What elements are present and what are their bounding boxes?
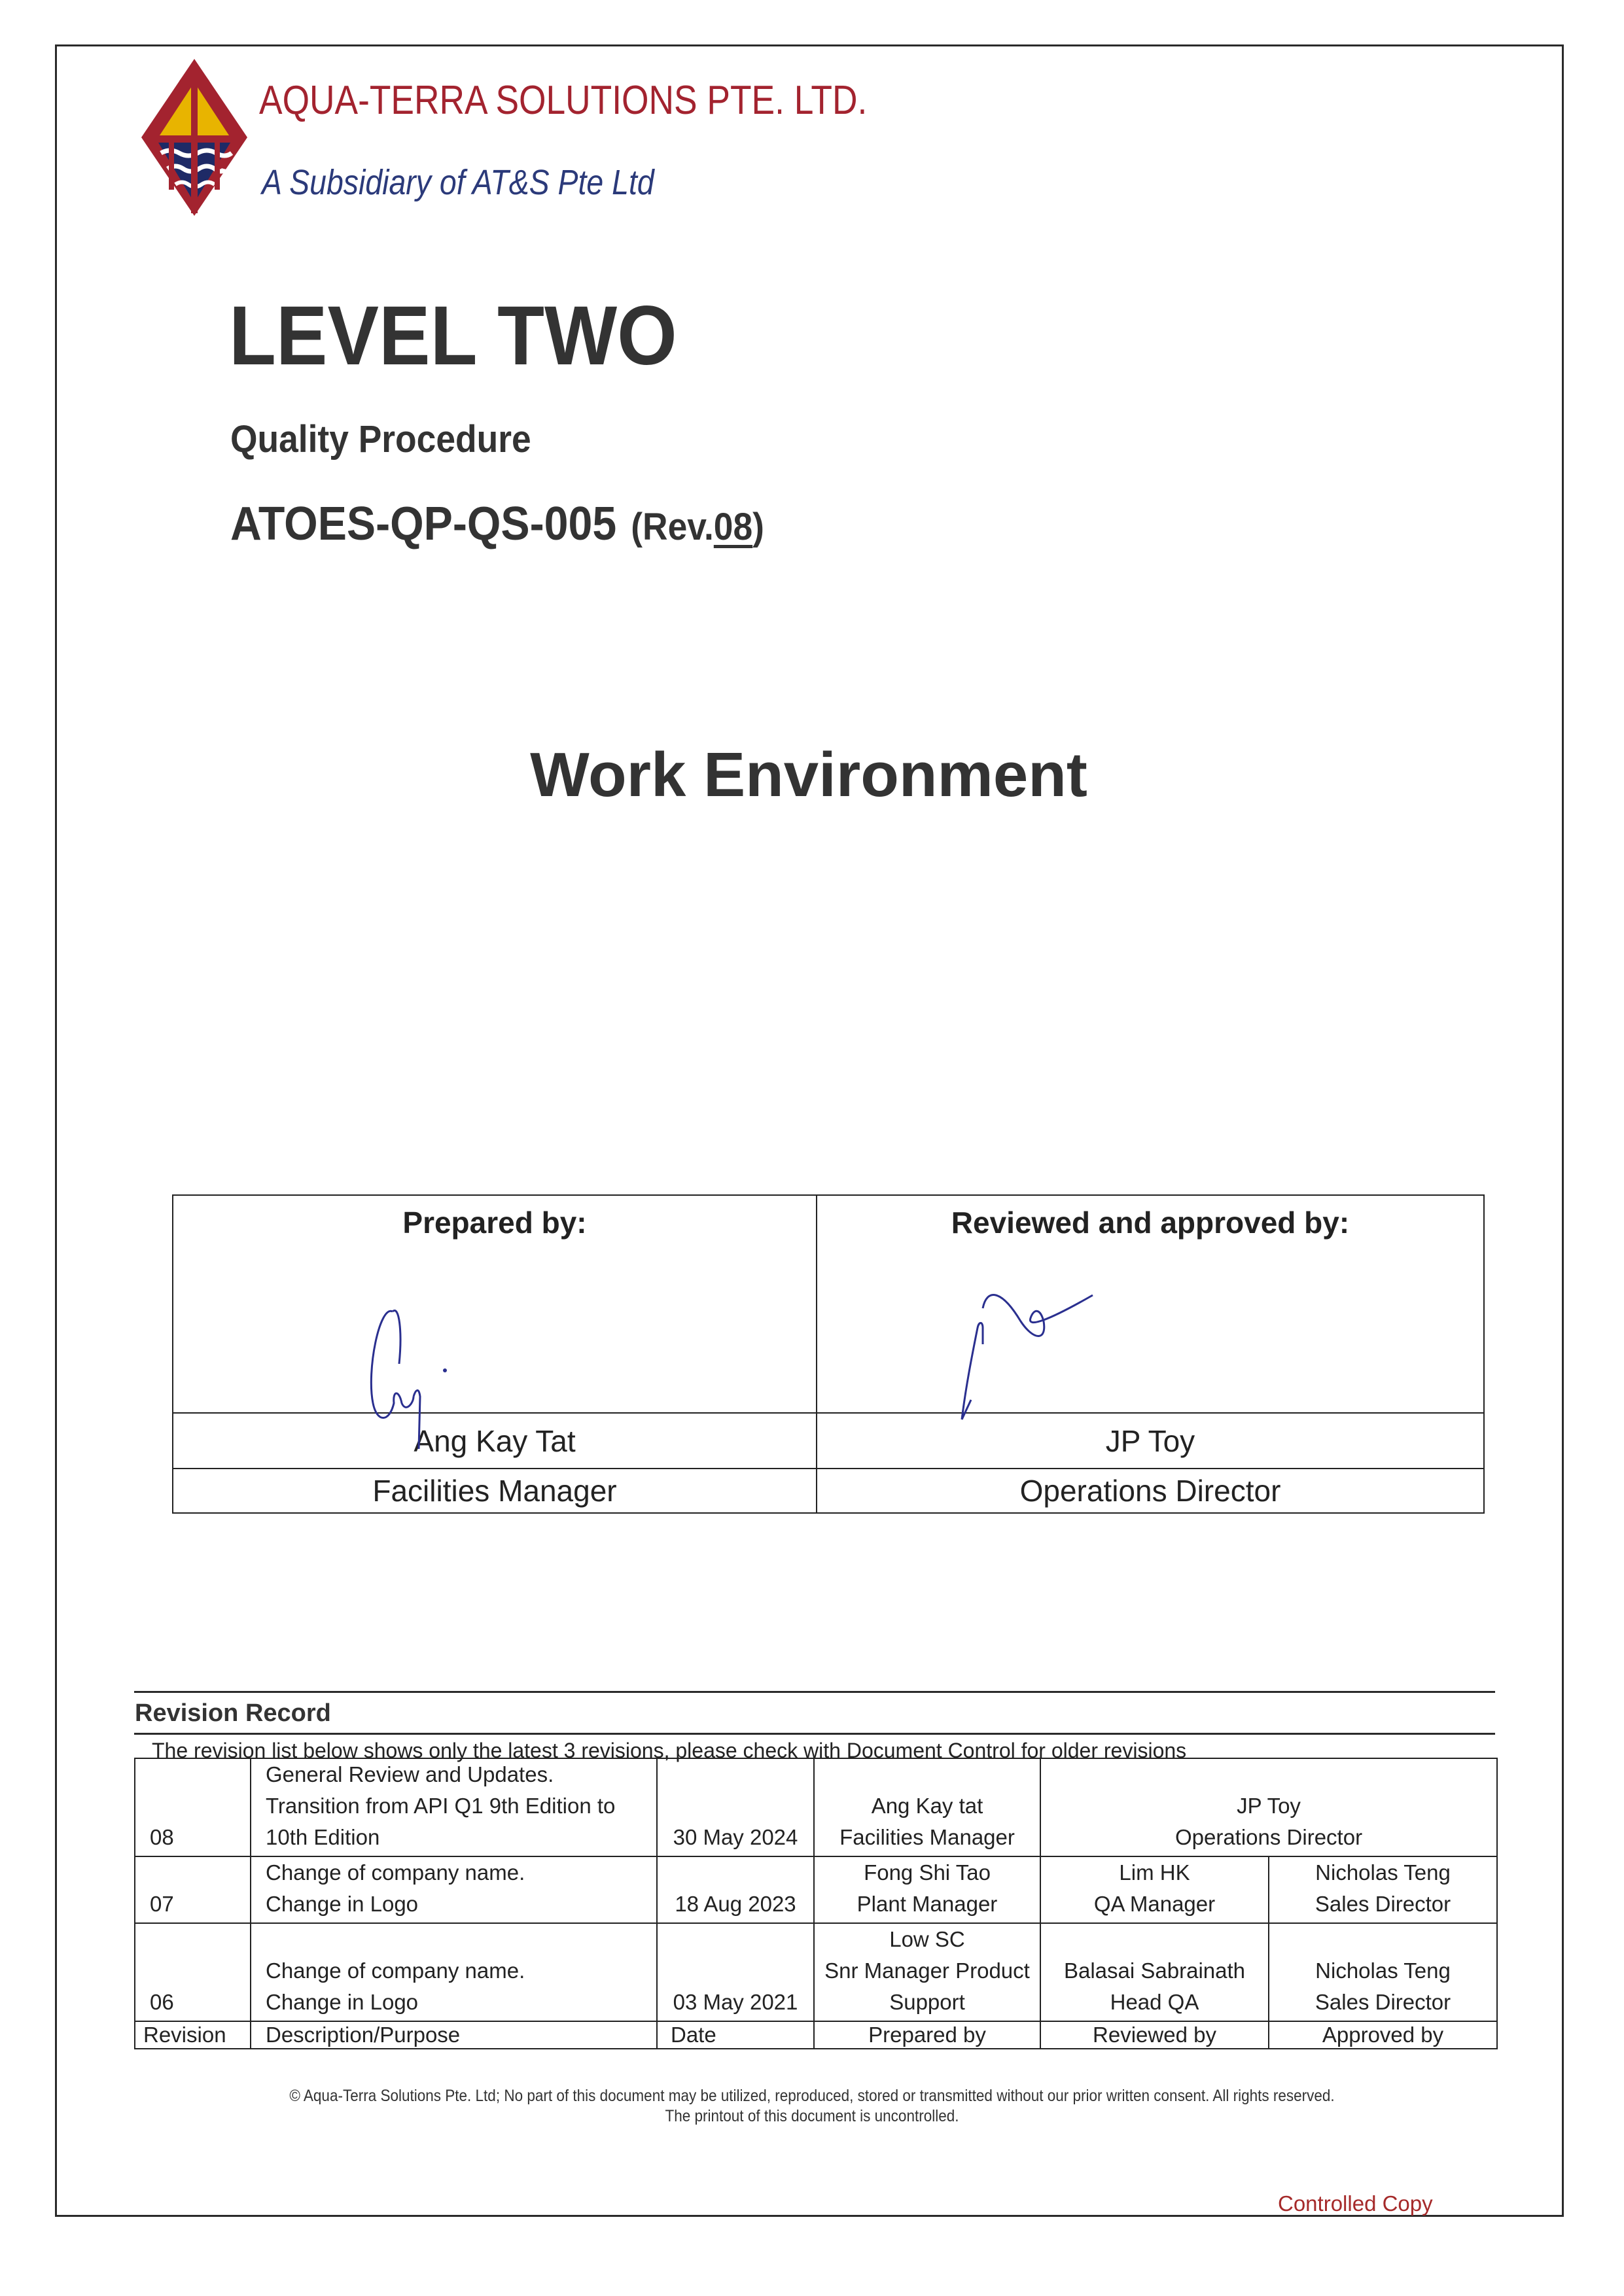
revision-cell: 08: [135, 1758, 251, 1856]
revision-record-note: The revision list below shows only the latest 3 revisions, please check with Document Control for older revisions: [152, 1739, 1187, 1762]
prepared-by-cell: [814, 1923, 1040, 2021]
document-title-wrap: [0, 739, 1624, 811]
revision-table: [134, 1758, 1498, 2049]
reviewed-by-name: Balasai Sabrainath: [1063, 1958, 1246, 1983]
reviewed-approved-by-cell: [1040, 1758, 1497, 1856]
prepared-by-role: Facilities Manager: [839, 1825, 1015, 1849]
revision-label: [631, 506, 764, 548]
uncontrolled-notice: The printout of this document is uncontrolled.: [665, 2107, 959, 2125]
reviewed-approved-by-role: Operations Director: [1174, 1825, 1363, 1849]
document-number: ATOES-QP-QS-005: [230, 498, 617, 550]
description-line: General Review and Updates.: [266, 1762, 554, 1786]
company-logo-icon: [139, 56, 250, 218]
description-line: Change in Logo: [266, 1892, 419, 1916]
company-name: AQUA-TERRA SOLUTIONS PTE. LTD.: [259, 78, 868, 123]
reviewed-by-role: QA Manager: [1093, 1892, 1216, 1916]
description-line: 10th Edition: [266, 1825, 380, 1849]
description-cell: [251, 1923, 657, 2021]
column-header-date: Date: [657, 2021, 814, 2049]
prepared-by-heading: Prepared by:: [173, 1195, 817, 1413]
date-cell: 18 Aug 2023: [657, 1856, 814, 1923]
revision-suffix: ): [752, 506, 764, 548]
reviewed-approved-by-name: JP Toy: [1237, 1794, 1301, 1818]
revision-record-bottom-rule: [134, 1733, 1495, 1735]
revision-record-top-rule: [134, 1691, 1495, 1693]
table-header-row: [135, 2021, 1497, 2049]
prepared-by-cell: [814, 1856, 1040, 1923]
approved-by-role: Sales Director: [1315, 1990, 1451, 2014]
table-row: [135, 1923, 1497, 2021]
revision-number: 08: [713, 506, 753, 548]
copyright-notice: © Aqua-Terra Solutions Pte. Ltd; No part of this document may be utilized, reproduced, stored or transmitted without our prior written consent. All rights reserved.: [289, 2087, 1335, 2105]
column-header-prepared-by: Prepared by: [814, 2021, 1040, 2049]
approved-by-role: Operations Director: [817, 1469, 1484, 1513]
prepared-by-role: Facilities Manager: [173, 1469, 817, 1513]
revision-record-heading: Revision Record: [135, 1699, 331, 1727]
revision-cell: 06: [135, 1923, 251, 2021]
reviewed-by-cell: [1040, 1856, 1269, 1923]
prepared-by-name: Ang Kay Tat: [173, 1413, 817, 1469]
column-header-approved-by: Approved by: [1269, 2021, 1497, 2049]
prepared-by-role: Snr Manager Product: [824, 1958, 1030, 1983]
approved-by-heading: Reviewed and approved by:: [817, 1195, 1484, 1413]
column-header-description: Description/Purpose: [251, 2021, 657, 2049]
description-cell: [251, 1856, 657, 1923]
description-line: Transition from API Q1 9th Edition to: [266, 1794, 616, 1818]
reviewed-by-cell: [1040, 1923, 1269, 2021]
reviewed-by-name: Lim HK: [1119, 1860, 1190, 1885]
approved-by-cell: [1269, 1856, 1497, 1923]
document-level: LEVEL TWO: [229, 289, 677, 383]
approved-by-name: Nicholas Teng: [1315, 1958, 1451, 1983]
revision-prefix: (Rev.: [631, 506, 714, 548]
prepared-by-name: Fong Shi Tao: [864, 1860, 991, 1885]
column-header-reviewed-by: Reviewed by: [1040, 2021, 1269, 2049]
document-number-line: [230, 497, 764, 551]
description-line: Change of company name.: [266, 1958, 525, 1983]
prepared-by-cell: [814, 1758, 1040, 1856]
prepared-by-role-cont: Support: [889, 1990, 965, 2014]
document-type: Quality Procedure: [230, 418, 531, 461]
prepared-by-name: Ang Kay tat: [871, 1794, 983, 1818]
description-cell: [251, 1758, 657, 1856]
company-subtitle: A Subsidiary of AT&S Pte Ltd: [262, 163, 654, 202]
date-cell: 30 May 2024: [657, 1758, 814, 1856]
approved-by-cell: [1269, 1923, 1497, 2021]
approved-by-name: Nicholas Teng: [1315, 1860, 1451, 1885]
approved-by-role: Sales Director: [1315, 1892, 1451, 1916]
description-line: Change in Logo: [266, 1990, 419, 2014]
date-cell: 03 May 2021: [657, 1923, 814, 2021]
controlled-copy-stamp: Controlled Copy: [1278, 2191, 1433, 2216]
signature-table: [172, 1194, 1485, 1514]
prepared-by-name: Low SC: [889, 1927, 965, 1951]
approved-by-name: JP Toy: [817, 1413, 1484, 1469]
document-title: Work Environment: [530, 740, 1087, 810]
column-header-revision: Revision: [135, 2021, 251, 2049]
table-row: [135, 1758, 1497, 1856]
reviewed-by-role: Head QA: [1110, 1990, 1199, 2014]
description-line: Change of company name.: [266, 1860, 525, 1885]
revision-cell: 07: [135, 1856, 251, 1923]
prepared-by-role: Plant Manager: [856, 1892, 998, 1916]
table-row: [135, 1856, 1497, 1923]
